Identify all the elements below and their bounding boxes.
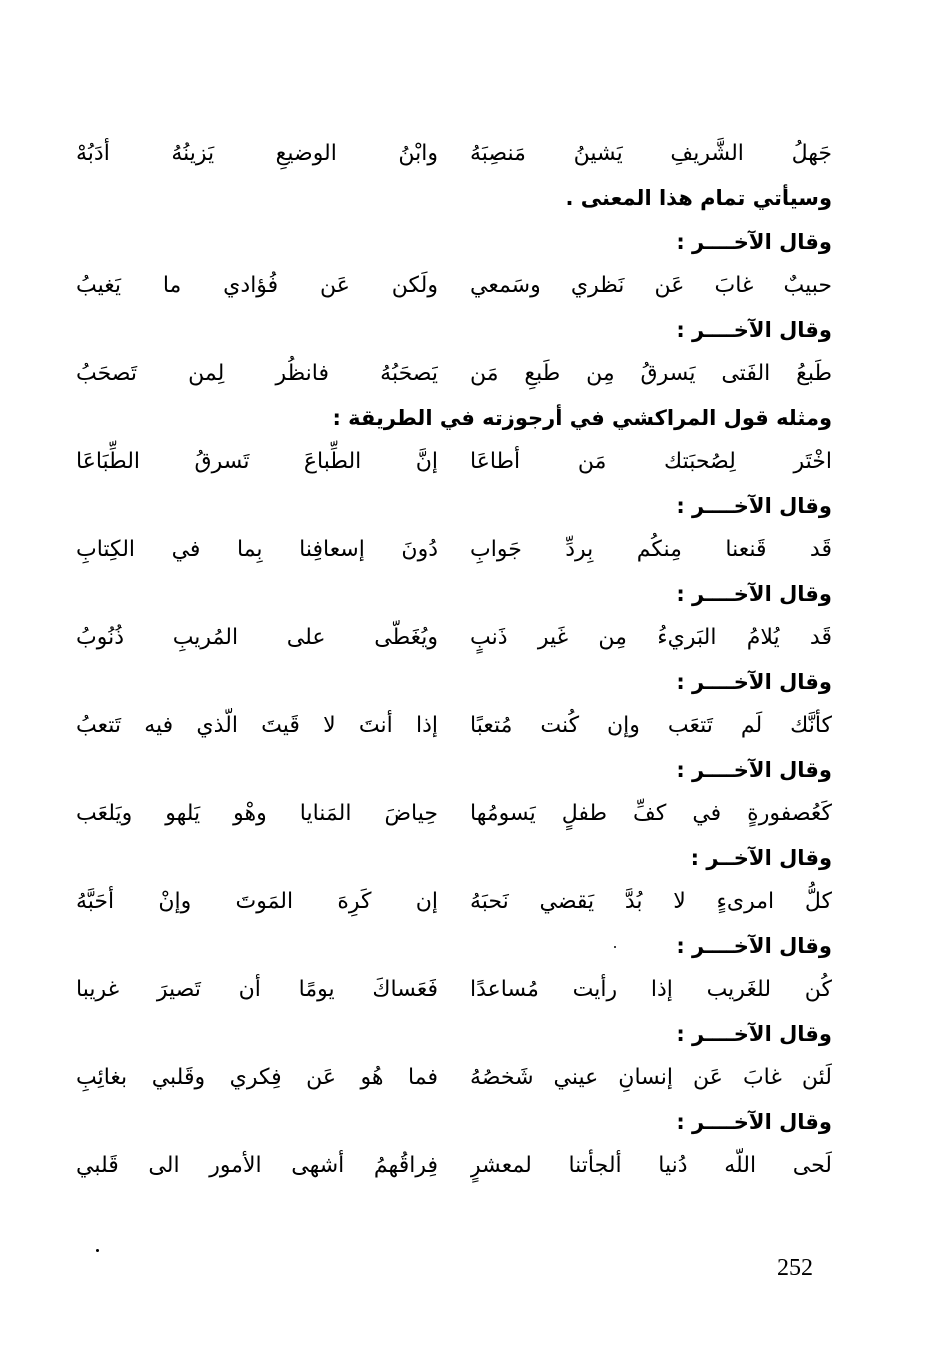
verse-first-hemistich	[470, 264, 832, 308]
hemistich-text: ولَكن عَن فُؤادي ما يَغيبُ	[76, 273, 438, 298]
hemistich-text: إذا أنتَ لا قَيتَ الّذي فيه تَتعبُ	[76, 713, 438, 738]
speck-mark	[614, 946, 616, 948]
verse-line	[76, 1056, 832, 1100]
verse-second-hemistich	[76, 1144, 438, 1188]
hemistich-text: طَبعُ الفَتى يَسرقُ مِن طَبعِ مَن	[470, 361, 832, 386]
hemistich-text: لَئن غابَ عَن إنسانِ عيني شَخصُهُ	[470, 1065, 832, 1090]
verse-line	[76, 792, 832, 836]
verse-first-hemistich	[470, 440, 832, 484]
hemistich-text: قَد يُلامُ البَريءُ مِن غَير ذَنبٍ	[470, 625, 832, 650]
verse-first-hemistich	[470, 132, 832, 176]
prose-line: وقال الآخــــر :	[676, 1022, 832, 1046]
prose-line: وقال الآخــــر :	[676, 494, 832, 518]
verse-second-hemistich	[76, 968, 438, 1012]
verse-line	[76, 132, 832, 176]
verse-first-hemistich	[470, 1144, 832, 1188]
hemistich-text: قَد قَنعنا مِنكُم بِردِّ جَوابِ	[470, 537, 832, 562]
hemistich-text: ويُغَطّى على المُريبِ ذُنُوبُ	[76, 625, 438, 650]
prose-line: ومثله قول المراكشي في أرجوزته في الطريقة :	[332, 406, 832, 430]
hemistich-text: اخْتَر لِصُحبَتك مَن أطاعَا	[470, 449, 832, 474]
prose-line: وقال الآخــــر :	[676, 758, 832, 782]
verse-first-hemistich	[470, 792, 832, 836]
verse-first-hemistich	[470, 880, 832, 924]
prose-line: وقال الآخــــر :	[676, 582, 832, 606]
hemistich-text: كلُّ امرىءٍ لا بُدَّ يَقضي نَحبَهُ	[470, 889, 832, 914]
verse-second-hemistich	[76, 704, 438, 748]
verse-line	[76, 968, 832, 1012]
speck-mark	[96, 1249, 99, 1252]
hemistich-text: كأنَّك لَم تَتعَب وإن كُنت مُتعبًا	[470, 713, 832, 738]
hemistich-text: فَعَساكَ يومًا أن تَصيرَ غريبا	[76, 977, 438, 1002]
prose-line: وقال الآخــــر :	[676, 670, 832, 694]
verse-first-hemistich	[470, 528, 832, 572]
verse-first-hemistich	[470, 704, 832, 748]
prose-line: وقال الآخــــر :	[676, 230, 832, 254]
hemistich-text: دُونَ إسعافِنا بِما في الكِتابِ	[76, 537, 438, 562]
hemistich-text: كَعُصفورةٍ في كفِّ طفلٍ يَسومُها	[470, 801, 832, 826]
verse-line	[76, 264, 832, 308]
hemistich-text: لَحى اللّه دُنيا ألجأتنا لمعشرٍ	[470, 1153, 832, 1178]
verse-line	[76, 880, 832, 924]
hemistich-text: إنَّ الطِّباعَ تَسرقُ الطِّبَاعَا	[76, 449, 438, 474]
verse-line	[76, 1144, 832, 1188]
hemistich-text: إن كَرِهَ المَوتَ وإنْ أحَبَّهُ	[76, 889, 438, 914]
verse-second-hemistich	[76, 616, 438, 660]
hemistich-text: حِياضَ المَنايا وهْو يَلهو ويَلعَب	[76, 801, 438, 826]
hemistich-text: جَهلُ الشَّريفِ يَشينُ مَنصِبَهُ	[470, 141, 832, 166]
verse-second-hemistich	[76, 352, 438, 396]
hemistich-text: حبيبٌ غابَ عَن نَظري وسَمعي	[470, 273, 832, 298]
prose-line: وقال الآخــــر :	[676, 318, 832, 342]
verse-first-hemistich	[470, 352, 832, 396]
verse-line	[76, 352, 832, 396]
verse-second-hemistich	[76, 792, 438, 836]
verse-first-hemistich	[470, 1056, 832, 1100]
verse-second-hemistich	[76, 440, 438, 484]
hemistich-text: يَصحَبُهُ فانظُر لِمن تَصحَبُ	[76, 361, 438, 386]
verse-line	[76, 704, 832, 748]
verse-line	[76, 616, 832, 660]
verse-second-hemistich	[76, 880, 438, 924]
verse-line	[76, 528, 832, 572]
prose-line: وسيأتي تمام هذا المعنى .	[565, 186, 832, 210]
verse-second-hemistich	[76, 1056, 438, 1100]
verse-second-hemistich	[76, 528, 438, 572]
hemistich-text: وابْنُ الوضيعِ يَزينُهُ أدَبُهْ	[76, 141, 438, 166]
hemistich-text: كُن للغَريب إذا رأيت مُساعدًا	[470, 977, 832, 1002]
verse-second-hemistich	[76, 264, 438, 308]
prose-line: وقال الآخــــر :	[676, 934, 832, 958]
page-content	[76, 132, 832, 1188]
verse-first-hemistich	[470, 968, 832, 1012]
hemistich-text: فِراقُهمُ أشهى الأمور الى قَلبي	[76, 1153, 438, 1178]
prose-line: وقال الآخــــر :	[676, 1110, 832, 1134]
verse-first-hemistich	[470, 616, 832, 660]
page-number: 252	[777, 1255, 813, 1281]
prose-line: وقال الآخــر :	[690, 846, 832, 870]
verse-line	[76, 440, 832, 484]
verse-second-hemistich	[76, 132, 438, 176]
hemistich-text: فما هُو عَن فِكري وقَلبي بغائِبِ	[76, 1065, 438, 1090]
